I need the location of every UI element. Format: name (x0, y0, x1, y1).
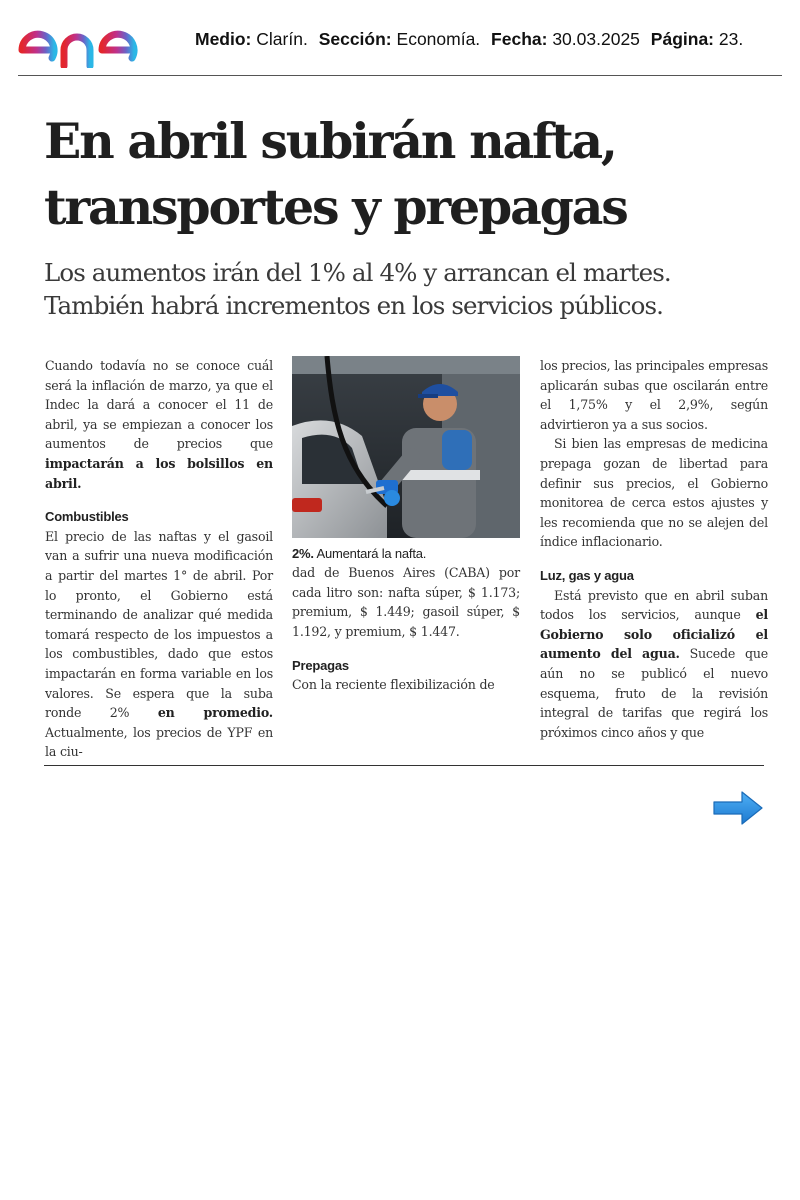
servicios-text-end: Sucede que aún no se publicó el nuevo esquema, fruto de la revisión integral de tarifas que regirá los próximos cinco años y que (540, 646, 768, 740)
clipping-meta (195, 29, 743, 50)
subhead-prepagas: Prepagas (292, 657, 349, 673)
article-column-1 (45, 356, 273, 762)
combustibles-text: El precio de las naftas y el gasoil van a sufrir una nueva modificación a partir del martes 1° de abril. Por lo pronto, el Gobierno está terminando de analizar qué medida tomará respecto de los impuestos a los combustibles, dado que estos impactarán en forma variable en los valores. Se espera que la suba ronde 2% (45, 528, 273, 721)
caption-text: Aumentará la nafta. (316, 545, 427, 561)
footer-divider (44, 765, 764, 766)
article-column-3 (540, 356, 768, 742)
combustibles-paragraph (45, 527, 273, 762)
deck-line-1: Los aumentos irán del 1% al 4% y arrancan el martes. (44, 258, 671, 287)
servicios-text: Está previsto que en abril suban todos los servicios, aunque (540, 587, 768, 623)
pagina-value: 23. (718, 29, 744, 49)
prepagas-continuation: los precios, las principales empresas aplicarán subas que oscilarán entre el 1,75% y el 2,9%, según advirtieron ya a sus socios. (540, 358, 768, 432)
caption-bold: 2%. (292, 545, 314, 561)
gas-station-photo (292, 356, 520, 538)
intro-text: Cuando todavía no se conoce cuál será la inflación de marzo, ya que el Indec la dará a conocer el 11 de abril, ya se empiezan a conocer los aumentos de precios que (45, 358, 273, 452)
intro-bold: impactarán a los bolsillos en abril. (45, 455, 273, 491)
article-deck (44, 256, 764, 322)
deck-line-2: También habrá incrementos en los servicios públicos. (44, 291, 664, 320)
headline-line-2: transportes y prepagas (44, 178, 627, 236)
clipping-header (18, 8, 782, 76)
article-column-2 (292, 356, 520, 695)
servicios-paragraph (540, 586, 768, 743)
arrow-right-icon[interactable] (712, 790, 764, 826)
subhead-luz-gas-agua: Luz, gas y agua (540, 567, 634, 583)
combustibles-bold: en promedio. (157, 705, 273, 721)
caba-prices-paragraph: dad de Buenos Aires (CABA) por cada litro son: nafta súper, $ 1.173; premium, $ 1.449; gasoil súper, $ 1.192, y premium, $ 1.447. (292, 565, 520, 639)
fecha-value: 30.03.2025 (552, 29, 640, 49)
seccion-value: Economía. (396, 29, 481, 49)
subhead-combustibles: Combustibles (45, 509, 129, 525)
medio-label: Medio: (195, 29, 252, 49)
enel-logo (18, 10, 170, 68)
seccion-label: Sección: (318, 29, 392, 49)
article-headline (44, 108, 764, 240)
fecha-label: Fecha: (491, 29, 548, 49)
combustibles-text-end: Actualmente, los precios de YPF en la ciu- (45, 724, 273, 760)
medio-value: Clarín. (256, 29, 308, 49)
prepagas-paragraph: Con la reciente flexibilización de (292, 677, 495, 693)
headline-line-1: En abril subirán nafta, (44, 112, 616, 170)
prepagas-paragraph-2: Si bien las empresas de medicina prepaga gozan de libertad para definir sus precios, el Gobierno monitorea de cerca estos ajustes y les recomienda que no se alejen del índice inflacionario. (540, 436, 768, 550)
photo-caption (292, 544, 520, 564)
servicios-bold: el Gobierno solo oficializó el aumento del agua. (540, 607, 768, 662)
pagina-label: Página: (650, 29, 715, 49)
intro-paragraph (45, 356, 273, 493)
